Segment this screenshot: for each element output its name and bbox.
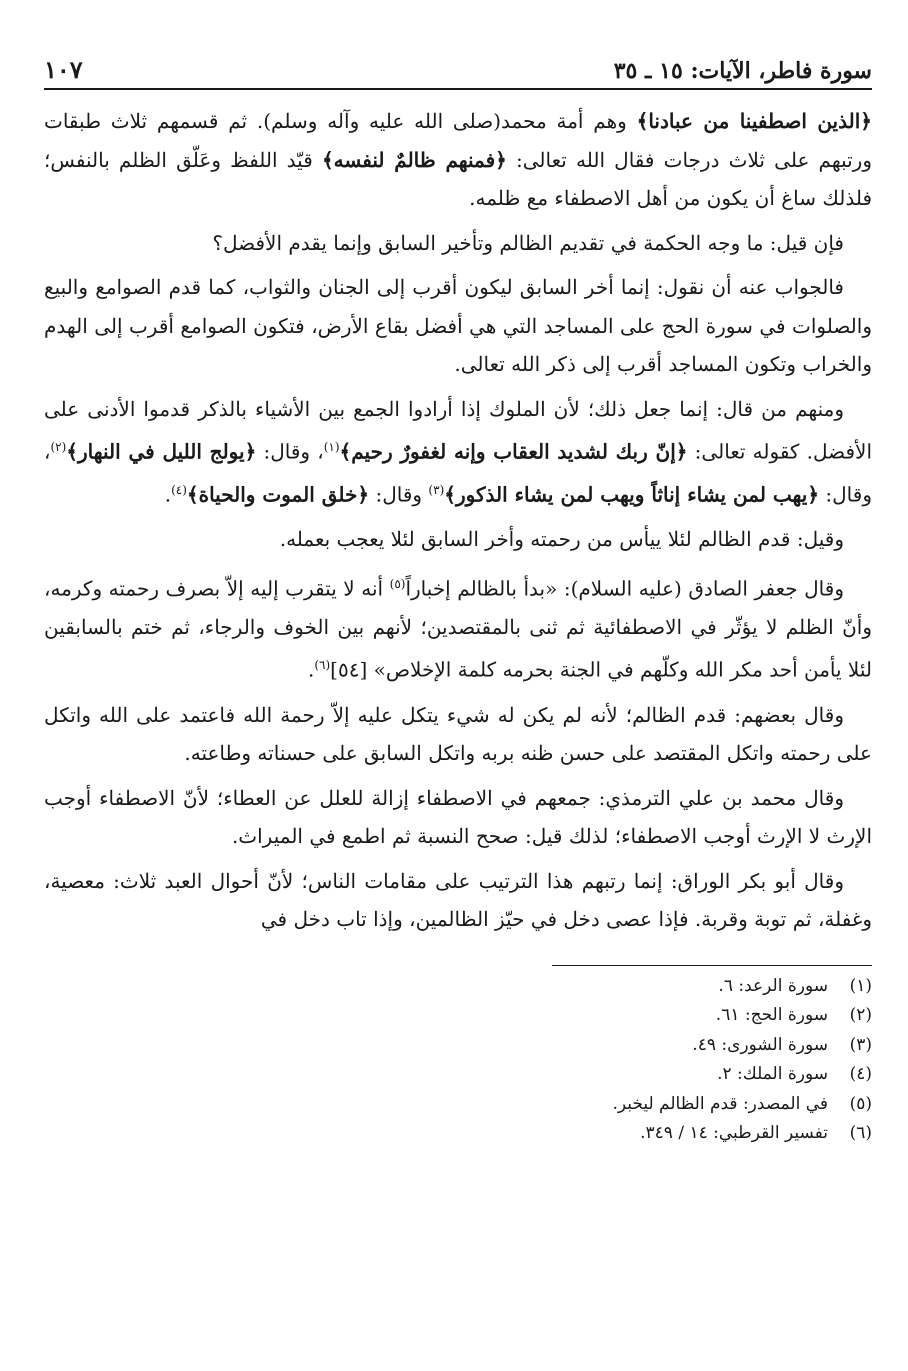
paragraph-text: ، وقال: xyxy=(44,439,872,507)
page-number: ١٠٧ xyxy=(44,55,83,84)
quran-quote: ﴿الذين اصطفينا من عبادنا﴾ xyxy=(636,109,872,133)
paragraph-text: وقيل: قدم الظالم لئلا ييأس من رحمته وأخر السابق لئلا يعجب بعمله. xyxy=(279,527,844,552)
body-paragraph xyxy=(44,224,872,263)
quran-quote: ﴿إنّ ربك لشديد العقاب وإنه لغفورٌ رحيم﴾ xyxy=(339,439,688,464)
paragraph-text: وقال أبو بكر الوراق: إنما رتبهم هذا الترتيب على مقامات الناس؛ لأنّ أحوال العبد ثلاث: معصية، وغفلة، ثم توبة وقربة. فإذا عصى دخل في حيّز الظالمين، وإذا تاب دخل في xyxy=(44,868,872,932)
body-paragraph xyxy=(44,696,872,773)
footnote-ref: (٦) xyxy=(314,658,331,673)
footnote-item xyxy=(44,1031,872,1061)
footnote-ref: (٢) xyxy=(50,440,67,454)
body-paragraph xyxy=(44,520,872,559)
footnote-text: سورة الرعد: ٦. xyxy=(718,975,828,996)
footnote-number: (٢) xyxy=(849,1005,872,1026)
footnote-text: تفسير القرطبي: ١٤ / ٣٤٩. xyxy=(640,1123,828,1144)
footnote-ref: (٥) xyxy=(389,576,406,591)
quran-quote: ﴿يهب لمن يشاء إناثاً ويهب لمن يشاء الذكور﴾ xyxy=(444,482,820,507)
footnote-item xyxy=(44,1060,872,1090)
paragraph-text: وهم أمة محمد(صلى الله عليه وآله وسلم). ثم قسمهم ثلاث طبقات ورتبهم على ثلاث درجات فقال الله تعالى: xyxy=(44,109,872,172)
footnotes xyxy=(44,972,872,1149)
footnote-ref: (٤) xyxy=(171,483,187,498)
footnote-number: (٦) xyxy=(849,1123,872,1144)
footnote-number: (٤) xyxy=(849,1064,872,1085)
footnote-divider xyxy=(552,965,872,966)
body-paragraph xyxy=(44,102,872,218)
footnote-ref: (١) xyxy=(323,440,340,454)
footnote-item xyxy=(44,1119,872,1149)
paragraph-text: فإن قيل: ما وجه الحكمة في تقديم الظالم وتأخير السابق وإنما يقدم الأفضل؟ xyxy=(212,230,844,255)
footnote-text: سورة الحج: ٦١. xyxy=(715,1005,828,1026)
paragraph-text: قيّد اللفظ وعَلّق الظلم بالنفس؛ فلذلك ساغ أن يكون من أهل الاصطفاء مع ظلمه. xyxy=(44,147,872,210)
paragraph-text: وقال جعفر الصادق (عليه السلام): «بدأ بالظالم إخباراً xyxy=(405,576,844,601)
page-header xyxy=(44,44,872,90)
footnote-text: سورة الشورى: ٤٩. xyxy=(692,1034,828,1055)
paragraph-text: فالجواب عنه أن نقول: إنما أخر السابق ليكون أقرب إلى الجنان والثواب، كما قدم الصوامع والبيع والصلوات في سورة الحج على المساجد التي هي أفضل بقاع الأرض، فتكون الصوامع أقرب إلى الهدم والخراب وتكون المساجد أقرب إلى ذكر الله تعالى. xyxy=(44,275,872,376)
quran-quote: ﴿خلق الموت والحياة﴾ xyxy=(186,482,370,507)
footnote-number: (١) xyxy=(849,975,872,996)
footnote-item xyxy=(44,972,872,1002)
running-title: سورة فاطر، الآيات: ١٥ ـ ٣٥ xyxy=(613,58,872,84)
paragraph-text: ومنهم من قال: إنما جعل ذلك؛ لأن الملوك إذا أرادوا الجمع بين الأشياء بالذكر قدموا الأدنى على الأفضل. كقوله تعالى: xyxy=(44,396,872,464)
paragraph-text: . xyxy=(164,482,172,507)
footnote-number: (٥) xyxy=(849,1093,872,1114)
body-paragraph xyxy=(44,268,872,384)
footnote-item xyxy=(44,1001,872,1031)
footnote-text: في المصدر: قدم الظالم ليخبر. xyxy=(612,1093,828,1114)
paragraph-text: ، وقال: xyxy=(256,439,324,464)
page-body xyxy=(44,102,872,939)
footnote-ref: (٣) xyxy=(428,483,445,498)
footnote-text: سورة الملك: ٢. xyxy=(717,1064,828,1085)
body-paragraph xyxy=(44,390,872,515)
footnote-number: (٣) xyxy=(849,1034,872,1055)
paragraph-text: وقال محمد بن علي الترمذي: جمعهم في الاصطفاء إزالة للعلل عن العطاء؛ لأنّ الاصطفاء أوجب الإرث لا الإرث أوجب الاصطفاء؛ لذلك قيل: صحح النسبة ثم اطمع في الميراث. xyxy=(44,785,872,849)
quran-quote: ﴿فمنهم ظالمٌ لنفسه﴾ xyxy=(321,147,507,172)
footnote-item xyxy=(44,1090,872,1120)
body-paragraph xyxy=(44,862,872,939)
body-paragraph xyxy=(44,779,872,856)
paragraph-text: أنه لا يتقرب إليه إلاّ بصرف رحمته وكرمه، وأنّ الظلم لا يؤثّر في الاصطفائية ثم ثنى بالمقتصدين؛ لأنهم بين الخوف والرجاء، ثم ختم بالسابقين لئلا يأمن أحد مكر الله وكلّهم في الجنة بحرمه كلمة الإخلاص» [٥٤] xyxy=(44,576,872,683)
paragraph-text: وقال: xyxy=(369,482,429,507)
quran-quote: ﴿يولج الليل في النهار﴾ xyxy=(66,439,257,464)
paragraph-text: وقال بعضهم: قدم الظالم؛ لأنه لم يكن له شيء يتكل عليه إلاّ رحمة الله فاعتمد على الله واتكل على رحمته واتكل المقتصد على حسن ظنه بربه واتكل السابق على حسناته وطاعته. xyxy=(44,702,872,766)
book-page xyxy=(44,44,872,1149)
paragraph-text: . xyxy=(307,658,315,683)
body-paragraph xyxy=(44,565,872,690)
